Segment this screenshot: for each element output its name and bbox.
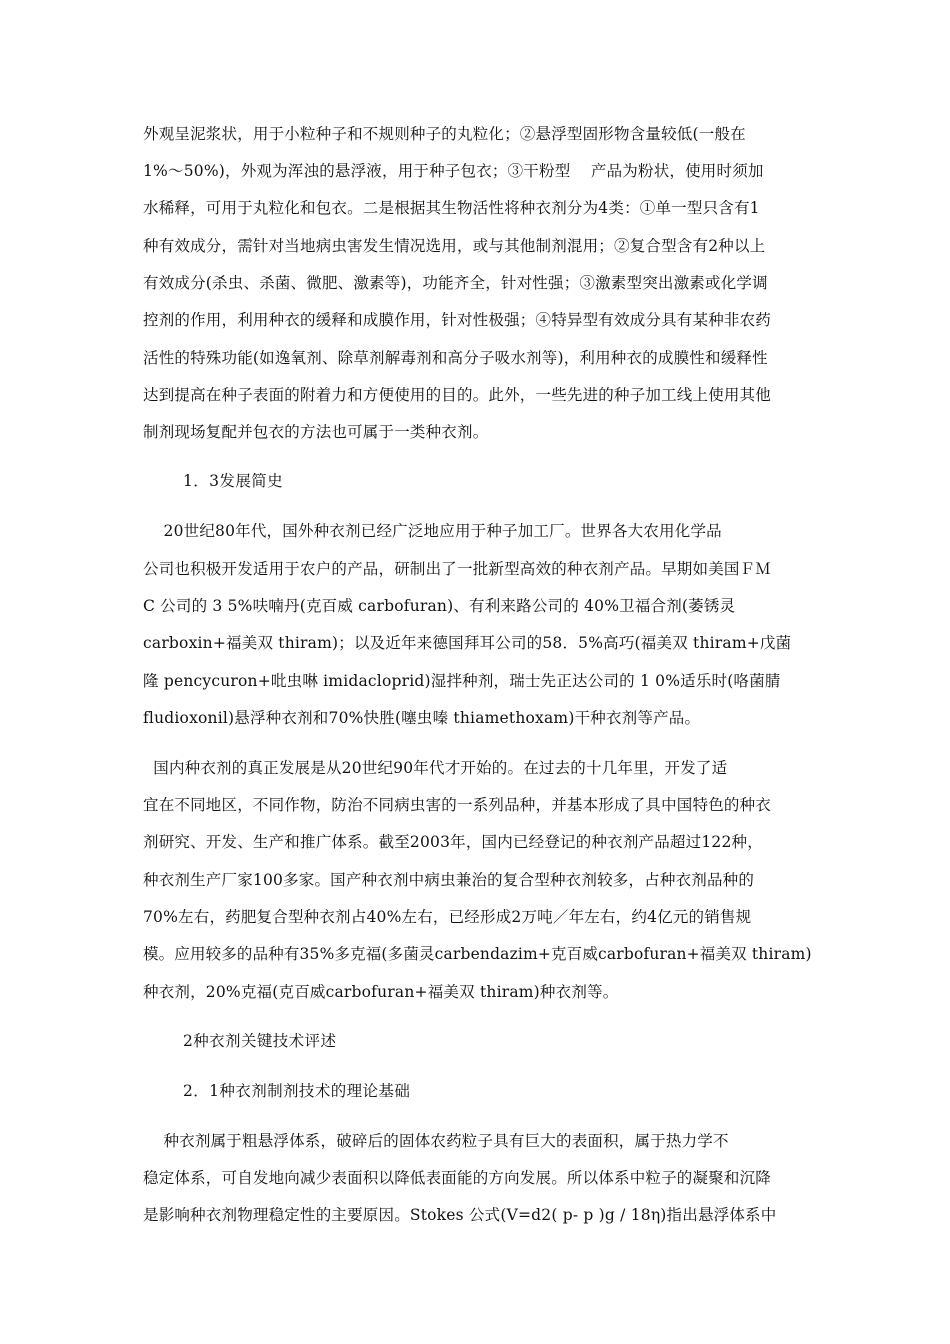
paragraph-4-line: 是影响种衣剂物理稳定性的主要原因。Stokes 公式(V=d2( p- p )g / 18η)指出悬浮体系中 bbox=[143, 1206, 777, 1224]
section-heading-1-3: 1．3发展简史 bbox=[183, 472, 284, 490]
paragraph-3-line: 种衣剂，20%克福(克百威carbofuran+福美双 thiram)种衣剂等。 bbox=[143, 983, 619, 1001]
paragraph-3-line: 国内种衣剂的真正发展是从20世纪90年代才开始的。在过去的十几年里，开发了适 bbox=[143, 759, 728, 777]
paragraph-2-line: C 公司的 3 5%呋喃丹(克百威 carbofuran)、有利来路公司的 40%卫福合剂(萎锈灵 bbox=[143, 597, 736, 615]
paragraph-2-line: 公司也积极开发适用于农户的产品，研制出了一批新型高效的种衣剂产品。早期如美国ＦＭ bbox=[143, 560, 772, 578]
paragraph-2-line: 隆 pencycuron+吡虫啉 imidacloprid)湿拌种剂，瑞士先正达公司的 1 0%适乐时(咯菌腈 bbox=[143, 672, 781, 690]
paragraph-4-line: 稳定体系，可自发地向减少表面积以降低表面能的方向发展。所以体系中粒子的凝聚和沉降 bbox=[143, 1169, 772, 1187]
paragraph-1-line: 控剂的作用，利用种衣的缓释和成膜作用，针对性极强；④特异型有效成分具有某种非农药 bbox=[143, 311, 772, 329]
section-heading-2-1: 2．1种衣剂制剂技术的理论基础 bbox=[183, 1082, 411, 1100]
paragraph-2-line: 20世纪80年代，国外种衣剂已经广泛地应用于种子加工厂。世界各大农用化学品 bbox=[143, 522, 722, 540]
paragraph-1-line: 种有效成分，需针对当地病虫害发生情况选用，或与其他制剂混用；②复合型含有2种以上 bbox=[143, 237, 766, 255]
paragraph-1-line: 1%～50%)，外观为浑浊的悬浮液，用于种子包衣；③干粉型 产品为粉状，使用时须加 bbox=[143, 162, 764, 180]
paragraph-4-line: 种衣剂属于粗悬浮体系，破碎后的固体农药粒子具有巨大的表面积，属于热力学不 bbox=[143, 1132, 729, 1150]
paragraph-3-line: 宜在不同地区，不同作物，防治不同病虫害的一系列品种，并基本形成了具中国特色的种衣 bbox=[143, 796, 772, 814]
paragraph-2-line: carboxin+福美双 thiram)；以及近年来德国拜耳公司的58．5%高巧(福美双 thiram+戊菌 bbox=[143, 634, 792, 652]
section-heading-2: 2种衣剂关键技术评述 bbox=[183, 1032, 337, 1050]
paragraph-3-line: 70%左右，药肥复合型种衣剂占40%左右，已经形成2万吨／年左右，约4亿元的销售规 bbox=[143, 908, 752, 926]
paragraph-1-line: 活性的特殊功能(如逸氧剂、除草剂解毒剂和高分子吸水剂等)，利用种衣的成膜性和缓释性 bbox=[143, 349, 768, 367]
paragraph-1-line: 水稀释，可用于丸粒化和包衣。二是根据其生物活性将种衣剂分为4类：①单一型只含有1 bbox=[143, 199, 760, 217]
paragraph-3-line: 种衣剂生产厂家100多家。国产种衣剂中病虫兼治的复合型种衣剂较多，占种衣剂品种的 bbox=[143, 871, 755, 889]
paragraph-2-line: fludioxonil)悬浮种衣剂和70%快胜(噻虫嗪 thiamethoxam)干种衣剂等产品。 bbox=[143, 709, 701, 727]
paragraph-1-line: 制剂现场复配并包衣的方法也可属于一类种衣剂。 bbox=[143, 423, 489, 441]
paragraph-1-line: 达到提高在种子表面的附着力和方便使用的目的。此外，一些先进的种子加工线上使用其他 bbox=[143, 386, 772, 404]
paragraph-3-line: 剂研究、开发、生产和推广体系。截至2003年，国内已经登记的种衣剂产品超过122种， bbox=[143, 833, 763, 851]
paragraph-1-line: 有效成分(杀虫、杀菌、微肥、激素等)，功能齐全，针对性强；③激素型突出激素或化学调 bbox=[143, 274, 768, 292]
paragraph-1-line: 外观呈泥浆状，用于小粒种子和不规则种子的丸粒化；②悬浮型固形物含量较低(一般在 bbox=[143, 125, 746, 143]
paragraph-3-line: 模。应用较多的品种有35%多克福(多菌灵carbendazim+克百威carbofuran+福美双 thiram) bbox=[143, 945, 812, 963]
